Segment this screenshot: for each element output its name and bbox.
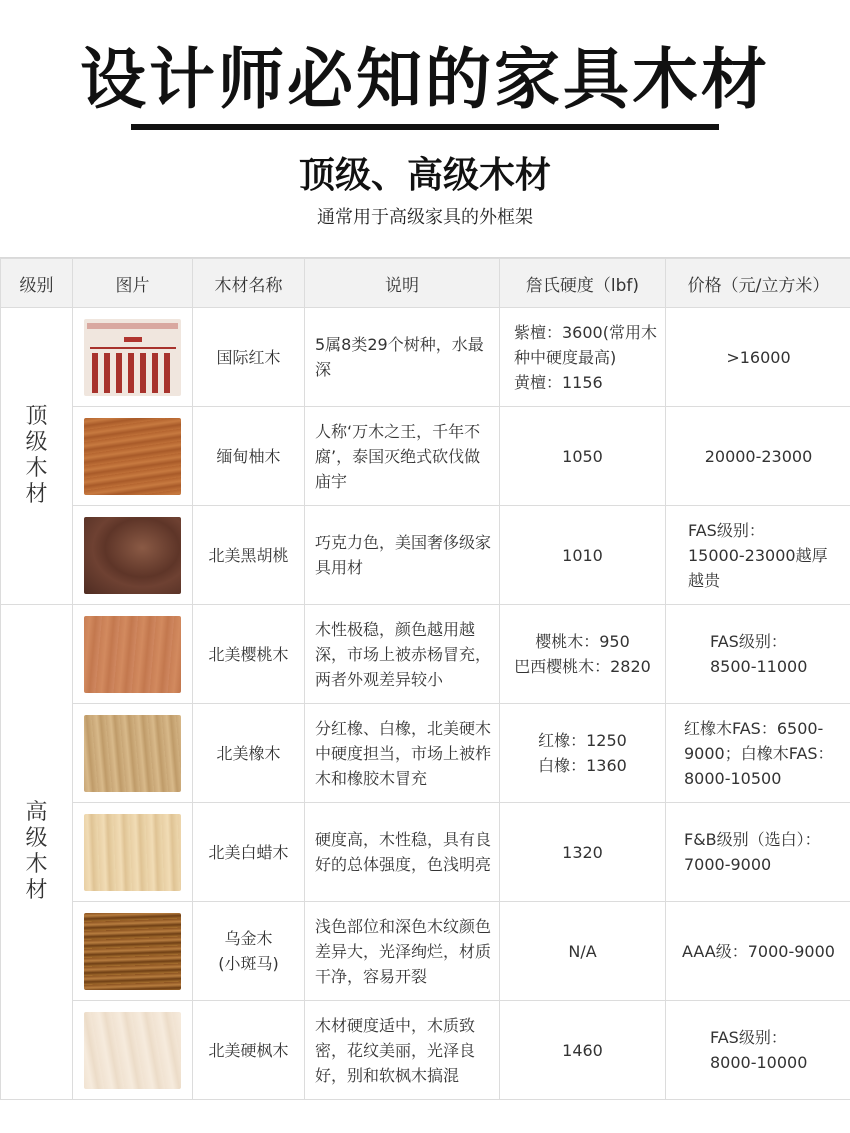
- wood-description: 5属8类29个树种，水最深: [305, 308, 500, 407]
- table-header-row: [1, 259, 850, 308]
- section-subtitle: 顶级、高级木材: [298, 155, 551, 196]
- zebrano-wood-swatch: [84, 913, 181, 990]
- wood-name: 北美樱桃木: [193, 605, 305, 704]
- section-caption: 通常用于高级家具的外框架: [317, 207, 533, 228]
- wood-description: 人称‘万木之王，千年不腐’，泰国灭绝式砍伐做庙宇: [305, 407, 500, 506]
- image-cell: [73, 506, 193, 605]
- wood-price: >16000: [666, 308, 850, 407]
- table-row: [1, 1001, 850, 1100]
- wood-price: AAA级：7000-9000: [666, 902, 850, 1001]
- wood-price: FAS级别： 15000-23000越厚越贵: [666, 506, 850, 605]
- wood-name: 北美橡木: [193, 704, 305, 803]
- image-cell: [73, 605, 193, 704]
- table-row: [1, 704, 850, 803]
- wood-description: 木材硬度适中，木质致密，花纹美丽，光泽良好，别和软枫木搞混: [305, 1001, 500, 1100]
- tier-cell-top: [1, 308, 73, 605]
- wood-name: 乌金木 (小斑马): [193, 902, 305, 1001]
- wood-hardness: 紫檀：3600(常用木种中硬度最高) 黄檀：1156: [500, 308, 666, 407]
- image-cell: [73, 704, 193, 803]
- table-row: [1, 803, 850, 902]
- wood-hardness: 1460: [500, 1001, 666, 1100]
- wood-price: 红橡木FAS：6500-9000；白橡木FAS：8000-10500: [666, 704, 850, 803]
- wood-hardness: 红橡：1250 白橡：1360: [500, 704, 666, 803]
- image-cell: [73, 308, 193, 407]
- wood-price: FAS级别： 8000-10000: [666, 1001, 850, 1100]
- table-row: [1, 605, 850, 704]
- col-header-price: 价格（元/立方米）: [666, 259, 850, 308]
- wood-name: 国际红木: [193, 308, 305, 407]
- wood-description: 硬度高，木性稳，具有良好的总体强度，色浅明亮: [305, 803, 500, 902]
- image-cell: [73, 803, 193, 902]
- black-walnut-swatch: [84, 517, 181, 594]
- col-header-name: 木材名称: [193, 259, 305, 308]
- wood-price: F&B级别（选白）： 7000-9000: [666, 803, 850, 902]
- wood-hardness: 1050: [500, 407, 666, 506]
- tier-label-top: 顶级木材: [25, 404, 48, 507]
- wood-hardness: 樱桃木：950 巴西樱桃木：2820: [500, 605, 666, 704]
- wood-name: 北美硬枫木: [193, 1001, 305, 1100]
- oak-wood-swatch: [84, 715, 181, 792]
- wood-table: [0, 258, 850, 1100]
- wood-price: FAS级别： 8500-11000: [666, 605, 850, 704]
- image-cell: [73, 407, 193, 506]
- table-row: [1, 407, 850, 506]
- wood-hardness: 1010: [500, 506, 666, 605]
- white-ash-swatch: [84, 814, 181, 891]
- wood-name: 北美黑胡桃: [193, 506, 305, 605]
- tier-cell-high: [1, 605, 73, 1100]
- hard-maple-swatch: [84, 1012, 181, 1089]
- rosewood-chart-image: [84, 319, 181, 396]
- teak-wood-swatch: [84, 418, 181, 495]
- wood-name: 缅甸柚木: [193, 407, 305, 506]
- wood-hardness: 1320: [500, 803, 666, 902]
- wood-description: 木性极稳，颜色越用越深，市场上被赤杨冒充，两者外观差异较小: [305, 605, 500, 704]
- image-cell: [73, 1001, 193, 1100]
- tier-label-high: 高级木材: [25, 800, 48, 903]
- table-row: [1, 308, 850, 407]
- col-header-image: 图片: [73, 259, 193, 308]
- table-row: [1, 506, 850, 605]
- cherry-wood-swatch: [84, 616, 181, 693]
- col-header-tier: 级别: [1, 259, 73, 308]
- col-header-hardness: 詹氏硬度（lbf): [500, 259, 666, 308]
- wood-price: 20000-23000: [666, 407, 850, 506]
- wood-description: 巧克力色，美国奢侈级家具用材: [305, 506, 500, 605]
- table-row: [1, 902, 850, 1001]
- wood-description: 分红橡、白橡，北美硬木中硬度担当，市场上被柞木和橡胶木冒充: [305, 704, 500, 803]
- wood-description: 浅色部位和深色木纹颜色差异大，光泽绚烂，材质干净，容易开裂: [305, 902, 500, 1001]
- page-title: 设计师必知的家具木材: [80, 41, 770, 118]
- image-cell: [73, 902, 193, 1001]
- wood-hardness: N/A: [500, 902, 666, 1001]
- wood-name: 北美白蜡木: [193, 803, 305, 902]
- title-underline: [131, 124, 719, 130]
- col-header-description: 说明: [305, 259, 500, 308]
